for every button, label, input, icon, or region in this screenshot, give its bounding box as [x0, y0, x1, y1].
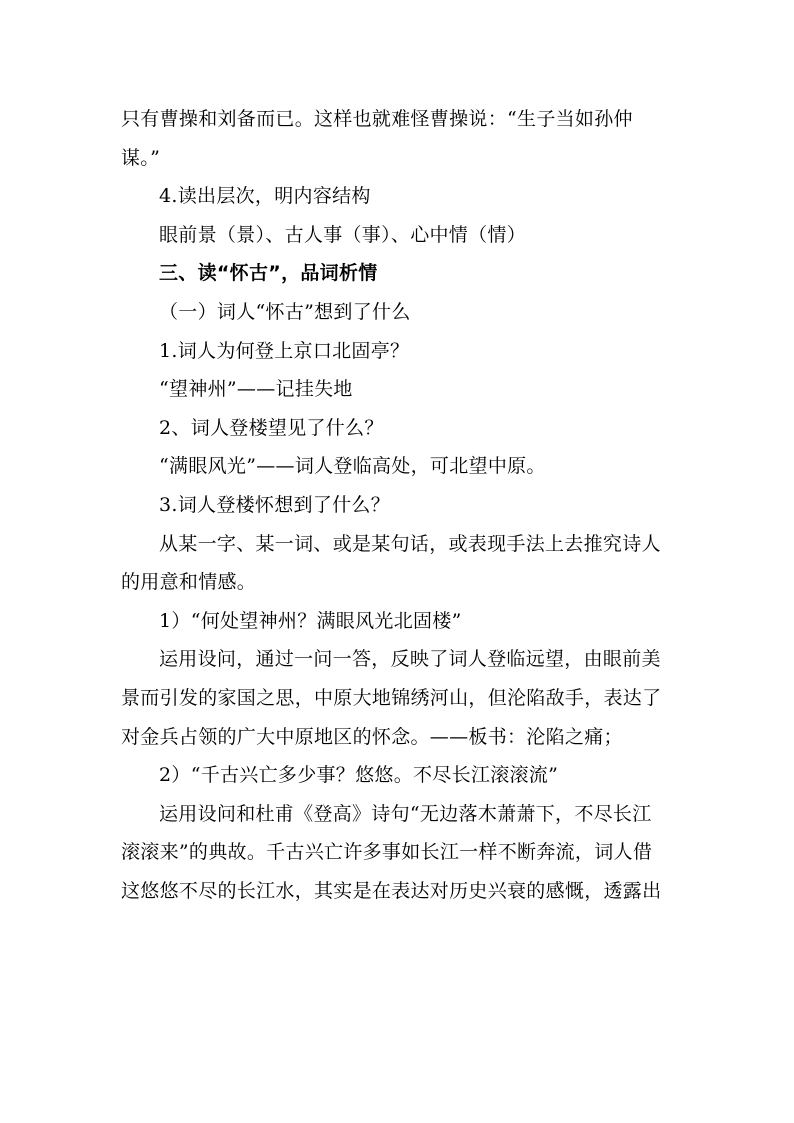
paragraph-line: 运用设问和杜甫《登高》诗句“无边落木萧萧下，不尽长江 — [159, 802, 652, 825]
quote-line: 2）“千古兴亡多少事？悠悠。不尽长江滚滚流” — [159, 764, 559, 787]
section-heading: 三、读“怀古”，品词析情 — [159, 262, 378, 285]
subsection-heading: （一）词人“怀古”想到了什么 — [159, 300, 411, 323]
document-body — [121, 100, 677, 910]
paragraph-line: 运用设问，通过一问一答，反映了词人登临远望，由眼前美 — [159, 648, 661, 671]
paragraph-line: 谋。” — [121, 146, 161, 169]
paragraph-line: 这悠悠不尽的长江水，其实是在表达对历史兴衰的感慨，透露出 — [121, 879, 662, 902]
paragraph-line: 只有曹操和刘备而已。这样也就难怪曹操说：“生子当如孙仲 — [121, 108, 633, 130]
question-line: 1.词人为何登上京口北固亭？ — [159, 339, 410, 362]
paragraph-line: 景而引发的家国之思，中原大地锦绣河山，但沦陷敌手，表达了 — [121, 686, 662, 709]
quote-line: 1）“何处望神州？满眼风光北固楼” — [159, 609, 462, 632]
question-line: 3.词人登楼怀想到了什么？ — [159, 493, 391, 516]
answer-line: “满眼风光”——词人登临高处，可北望中原。 — [159, 455, 546, 478]
answer-line: “望神州”——记挂失地 — [159, 378, 353, 401]
paragraph-line: 的用意和情感。 — [121, 571, 257, 594]
question-line: 2、词人登楼望见了什么？ — [159, 416, 384, 439]
paragraph-line: 从某一字、某一词、或是某句话，或表现手法上去推究诗人 — [159, 532, 661, 555]
paragraph-line: 对金兵占领的广大中原地区的怀念。——板书：沦陷之痛； — [121, 725, 623, 748]
step-heading: 4.读出层次，明内容结构 — [159, 185, 371, 208]
paragraph-line: 眼前景（景）、古人事（事）、心中情（情） — [159, 223, 527, 246]
paragraph-line: 滚滚来”的典故。千古兴亡许多事如长江一样不断奔流，词人借 — [121, 841, 653, 864]
